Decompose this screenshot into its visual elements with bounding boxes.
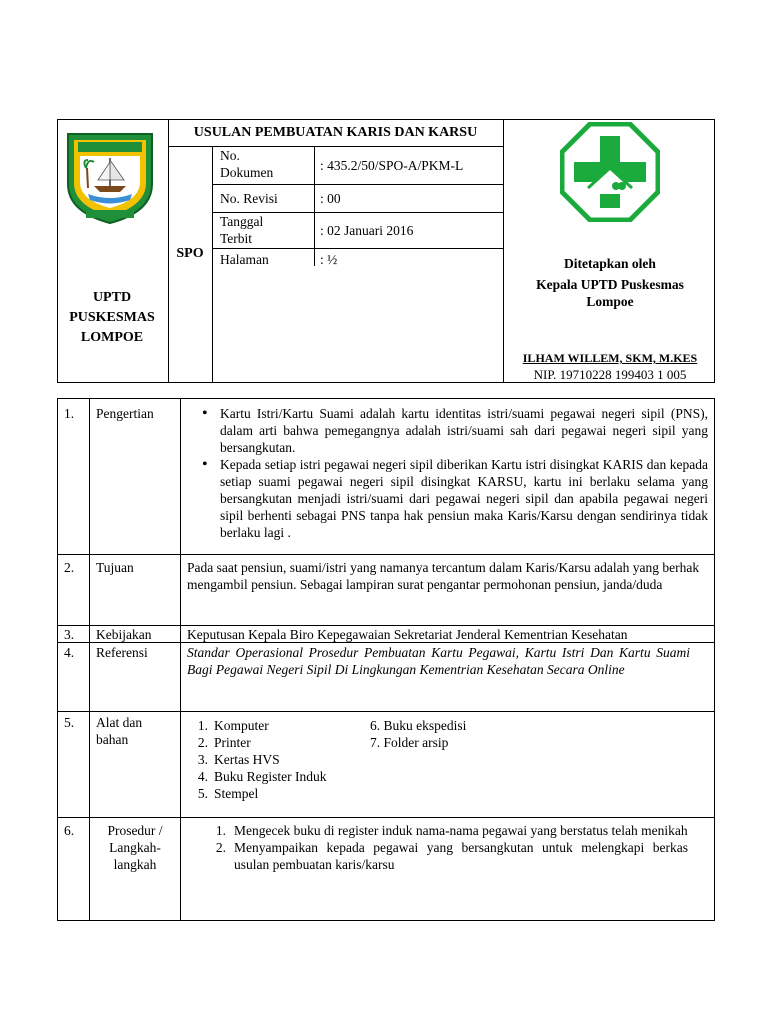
row-label: Referensi [96,645,148,660]
list-item: 5. Stempel [197,786,259,801]
row-label: Tujuan [96,560,134,575]
kepala-label: Kepala UPTD Puskesmas Lompoe [536,277,684,309]
list-item: • Kartu Istri/Kartu Suami adalah kartu identitas istri/suami pegawai negeri sipil (PNS), dalam arti bahwa pemegangnya adalah istri/suami sah dari pegawai negeri sipil yang bersangkutan. [190,405,708,456]
divider [57,711,715,712]
referensi-text: Standar Operasional Prosedur Pembuatan Kartu Pegawai, Kartu Istri Dan Kartu Suami Bagi Pegawai Negeri Sipil Di Lingkungan Kementrian Kesehatan Secara Online [187,645,690,677]
alat-list-right [370,717,530,751]
meta-value-halaman: : ½ [320,252,338,267]
signer-name: ILHAM WILLEM, SKM, M.KES [522,351,698,365]
list-item: 2. Menyampaikan kepada pegawai yang bersangkutan untuk melengkapi berkas usulan pembuatan karis/karsu [215,840,688,872]
row-number: 4. [64,645,75,660]
divider [212,146,213,383]
list-item: 1. Mengecek buku di register induk nama-nama pegawai yang berstatus telah menikah [215,823,688,838]
row-label: Kebijakan [96,627,152,642]
meta-label-no-revisi: No. Revisi [220,191,278,206]
meta-label-halaman: Halaman [220,252,269,267]
regency-emblem-icon [64,128,156,226]
divider [503,119,504,383]
divider [212,248,503,249]
document-title: USULAN PEMBUATAN KARIS DAN KARSU [193,125,478,140]
alat-list-left [190,717,370,802]
list-item: 1. Komputer [197,718,269,733]
row-label: Pengertian [96,406,154,421]
meta-label-no-dokumen: No. Dokumen [220,148,274,180]
list-item: 6. Buku ekspedisi [370,718,467,733]
divider [212,184,503,185]
meta-value-tanggal-terbit: : 02 Januari 2016 [320,223,414,238]
row-label: Alat dan bahan [96,715,143,747]
row-number: 2. [64,560,75,575]
divider [89,398,90,921]
org-name: UPTD PUSKESMAS LOMPOE [69,290,155,345]
list-item: 7. Folder arsip [370,735,449,750]
meta-label-tanggal-terbit: Tanggal Terbit [220,214,264,246]
row-number: 6. [64,823,75,838]
meta-value-no-dokumen: : 435.2/50/SPO-A/PKM-L [320,158,464,173]
kebijakan-text: Keputusan Kepala Biro Kepegawaian Sekretariat Jenderal Kementrian Kesehatan [187,627,628,642]
row-number: 5. [64,715,75,730]
row-number: 1. [64,406,75,421]
divider [57,554,715,555]
row-number: 3. [64,627,75,642]
list-item: 4. Buku Register Induk [197,769,327,784]
divider [168,146,503,147]
prosedur-list [208,822,688,873]
divider [57,817,715,818]
tujuan-text: Pada saat pensiun, suami/istri yang namanya tercantum dalam Karis/Karsu adalah yang berhak mengambil pensiun. Sebagai lampiran surat pengantar permohonan pensiun, janda/duda [187,560,700,592]
pengertian-list [190,405,708,541]
meta-value-no-revisi: : 00 [320,191,341,206]
ditetapkan-label: Ditetapkan oleh [564,256,656,271]
list-item: 2. Printer [197,735,251,750]
row-label: Prosedur / Langkah-langkah [107,823,163,872]
spo-label: SPO [176,246,204,261]
list-item: • Kepada setiap istri pegawai negeri sipil diberikan Kartu istri disingkat KARIS dan kepada setiap suami pegawai negeri sipil disingkat KARSU, kartu ini berlaku selama yang bersangkutan menjadi istri/suami dari pegawai negeri sipil dan apabila pegawai negeri sipil berhenti sebagai PNS tanpa hak pensiun maka Karis/Karsu dengan sendirinya tidak berlaku lagi . [190,456,708,541]
divider [180,398,181,921]
list-item: 3. Kertas HVS [197,752,280,767]
puskesmas-cross-icon [560,122,660,222]
signer-nip: NIP. 19710228 199403 1 005 [533,367,687,382]
